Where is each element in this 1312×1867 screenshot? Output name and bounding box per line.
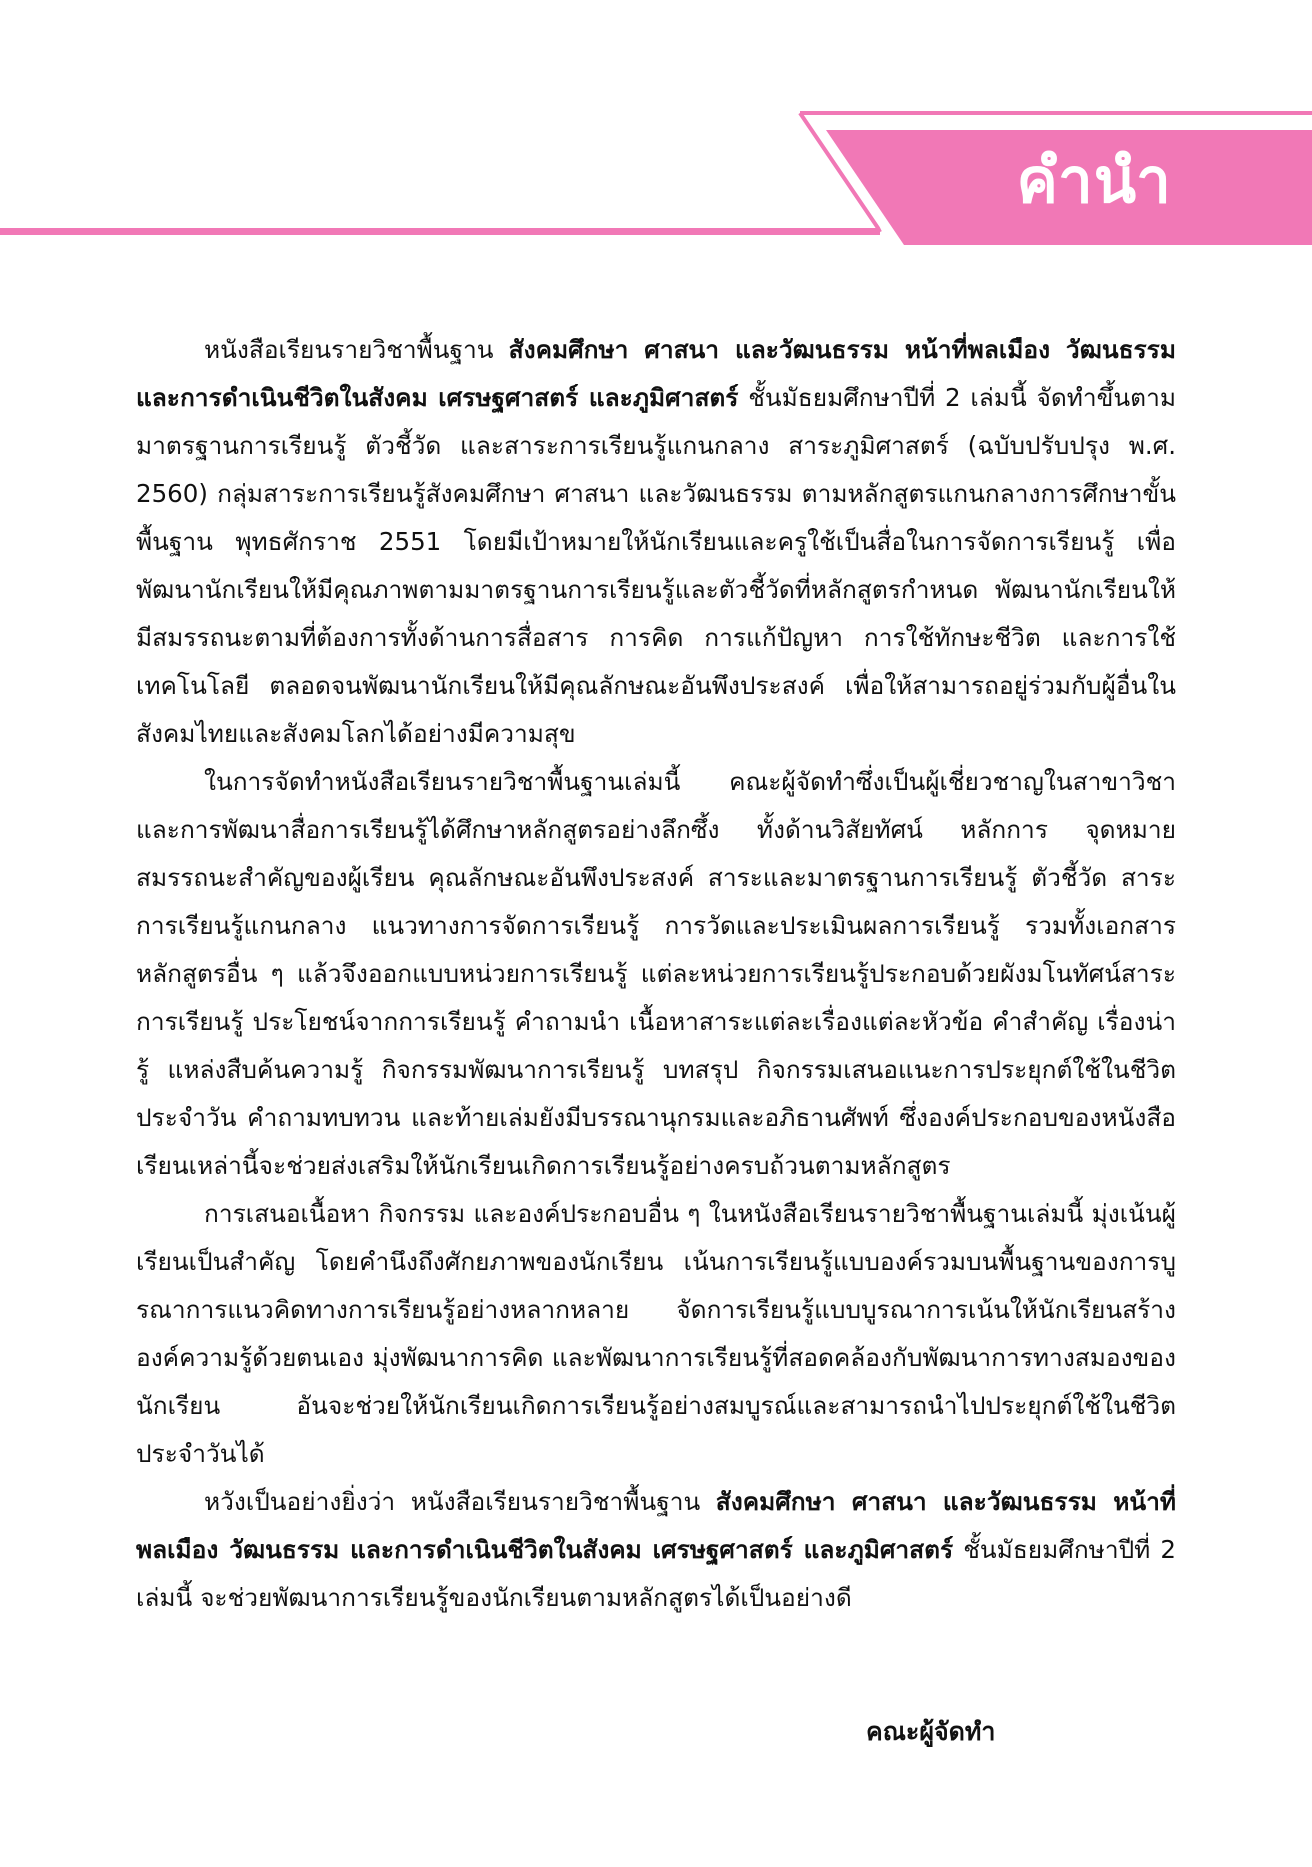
- paragraph-1-bold-title: สังคมศึกษา ศาสนา และวัฒนธรรม หน้าที่พลเมือง วัฒนธรรม และการดำเนินชีวิตในสังคม เศรษฐศาสตร์ และภูมิศาสตร์: [136, 335, 1176, 412]
- page-title: คำนำ: [1016, 144, 1172, 217]
- paragraph-3: [136, 1190, 1176, 1478]
- paragraph-1-part-1: หนังสือเรียนรายวิชาพื้นฐาน: [204, 335, 509, 364]
- paragraph-2: [136, 758, 1176, 1190]
- paragraph-2-text: ในการจัดทำหนังสือเรียนรายวิชาพื้นฐานเล่มนี้ คณะผู้จัดทำซึ่งเป็นผู้เชี่ยวชาญในสาขาวิชาและการพัฒนาสื่อการเรียนรู้ได้ศึกษาหลักสูตรอย่างลึกซึ้ง ทั้งด้านวิสัยทัศน์ หลักการ จุดหมาย สมรรถนะสำคัญของผู้เรียน คุณลักษณะอันพึงประสงค์ สาระและมาตรฐานการเรียนรู้ ตัวชี้วัด สาระการเรียนรู้แกนกลาง แนวทางการจัดการเรียนรู้ การวัดและประเมินผลการเรียนรู้ รวมทั้งเอกสารหลักสูตรอื่น ๆ แล้วจึงออกแบบหน่วยการเรียนรู้ แต่ละหน่วยการเรียนรู้ประกอบด้วยผังมโนทัศน์สาระการเรียนรู้ ประโยชน์จากการเรียนรู้ คำถามนำ เนื้อหาสาระแต่ละเรื่องแต่ละหัวข้อ คำสำคัญ เรื่องน่ารู้ แหล่งสืบค้นความรู้ กิจกรรมพัฒนาการเรียนรู้ บทสรุป กิจกรรมเสนอแนะการประยุกต์ใช้ในชีวิตประจำวัน คำถามทบทวน และท้ายเล่มยังมีบรรณานุกรมและอภิธานศัพท์ ซึ่งองค์ประกอบของหนังสือเรียนเหล่านี้จะช่วยส่งเสริมให้นักเรียนเกิดการเรียนรู้อย่างครบถ้วนตามหลักสูตร: [136, 767, 1176, 1180]
- header-rule-line: [0, 228, 880, 235]
- paragraph-1: [136, 326, 1176, 758]
- preface-body: [136, 326, 1176, 1622]
- paragraph-3-text: การเสนอเนื้อหา กิจกรรม และองค์ประกอบอื่น ๆ ในหนังสือเรียนรายวิชาพื้นฐานเล่มนี้ มุ่งเน้นผู้เรียนเป็นสำคัญ โดยคำนึงถึงศักยภาพของนักเรียน เน้นการเรียนรู้แบบองค์รวมบนพื้นฐานของการบูรณาการแนวคิดทางการเรียนรู้อย่างหลากหลาย จัดการเรียนรู้แบบบูรณาการเน้นให้นักเรียนสร้างองค์ความรู้ด้วยตนเอง มุ่งพัฒนาการคิด และพัฒนาการเรียนรู้ที่สอดคล้องกับพัฒนาการทางสมองของนักเรียน อันจะช่วยให้นักเรียนเกิดการเรียนรู้อย่างสมบูรณ์และสามารถนำไปประยุกต์ใช้ในชีวิตประจำวันได้: [136, 1199, 1176, 1468]
- paragraph-4-bold-title: สังคมศึกษา ศาสนา และวัฒนธรรม หน้าที่พลเมือง วัฒนธรรม และการดำเนินชีวิตในสังคม เศรษฐศาสตร์ และภูมิศาสตร์: [136, 1487, 1177, 1564]
- paragraph-4-part-1: หวังเป็นอย่างยิ่งว่า หนังสือเรียนรายวิชาพื้นฐาน: [204, 1487, 716, 1516]
- header-banner: [0, 0, 1312, 260]
- paragraph-4: [136, 1478, 1176, 1622]
- paragraph-1-part-3: ชั้นมัธยมศึกษาปีที่ 2 เล่มนี้ จัดทำขึ้นตามมาตรฐานการเรียนรู้ ตัวชี้วัด และสาระการเรียนรู้แกนกลาง สาระภูมิศาสตร์ (ฉบับปรับปรุง พ.ศ. 2560) กลุ่มสาระการเรียนรู้สังคมศึกษา ศาสนา และวัฒนธรรม ตามหลักสูตรแกนกลางการศึกษาขั้นพื้นฐาน พุทธศักราช 2551 โดยมีเป้าหมายให้นักเรียนและครูใช้เป็นสื่อในการจัดการเรียนรู้ เพื่อพัฒนานักเรียนให้มีคุณภาพตามมาตรฐานการเรียนรู้และตัวชี้วัดที่หลักสูตรกำหนด พัฒนานักเรียนให้มีสมรรถนะตามที่ต้องการทั้งด้านการสื่อสาร การคิด การแก้ปัญหา การใช้ทักษะชีวิต และการใช้เทคโนโลยี ตลอดจนพัฒนานักเรียนให้มีคุณลักษณะอันพึงประสงค์ เพื่อให้สามารถอยู่ร่วมกับผู้อื่นในสังคมไทยและสังคมโลกได้อย่างมีความสุข: [136, 383, 1176, 748]
- paragraph-4-part-3: ชั้นมัธยมศึกษาปีที่ 2 เล่มนี้ จะช่วยพัฒนาการเรียนรู้ของนักเรียนตามหลักสูตรได้เป็นอย่างดี: [136, 1535, 1176, 1612]
- signature: คณะผู้จัดทำ: [866, 1717, 996, 1746]
